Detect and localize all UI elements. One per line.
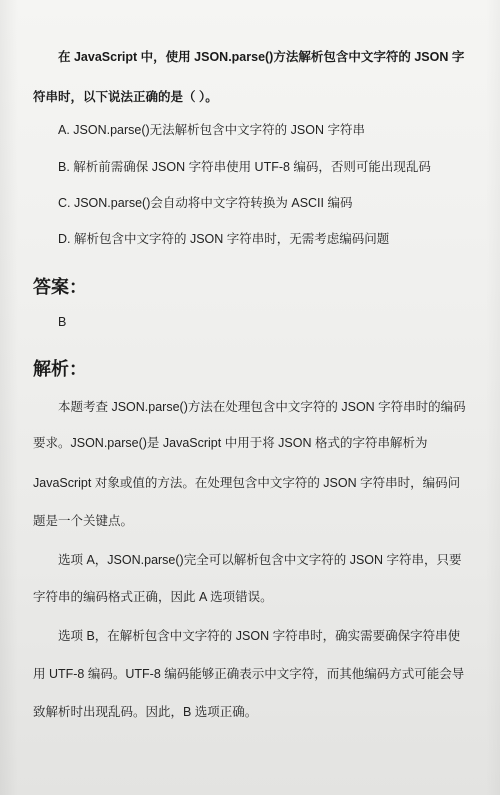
option-b: B. 解析前需确保 JSON 字符串使用 UTF-8 编码，否则可能出现乱码 [58, 160, 431, 174]
answer-heading: 答案： [33, 277, 87, 297]
analysis-paragraph-3-line-3: 致解析时出现乱码。因此，B 选项正确。 [33, 705, 258, 719]
question-line-1: 在 JavaScript 中，使用 JSON.parse()方法解析包含中文字符的 JSON 字 [58, 50, 465, 64]
analysis-paragraph-2-line-2: 字符串的编码格式正确，因此 A 选项错误。 [33, 590, 273, 604]
analysis-paragraph-1-line-3: JavaScript 对象或值的方法。在处理包含中文字符的 JSON 字符串时，编码问 [33, 476, 461, 490]
analysis-paragraph-1-line-4: 题是一个关键点。 [33, 514, 134, 528]
analysis-paragraph-2-line-1: 选项 A，JSON.parse()完全可以解析包含中文字符的 JSON 字符串，只要 [58, 553, 462, 567]
option-a: A. JSON.parse()无法解析包含中文字符的 JSON 字符串 [58, 123, 365, 137]
option-d: D. 解析包含中文字符的 JSON 字符串时，无需考虑编码问题 [58, 232, 390, 246]
question-line-2: 符串时，以下说法正确的是（ ）。 [33, 90, 218, 104]
option-c: C. JSON.parse()会自动将中文字符转换为 ASCII 编码 [58, 196, 353, 210]
analysis-paragraph-1-line-2: 要求。JSON.parse()是 JavaScript 中用于将 JSON 格式的字符串解析为 [33, 436, 428, 450]
analysis-heading: 解析： [33, 359, 87, 379]
analysis-paragraph-3-line-1: 选项 B，在解析包含中文字符的 JSON 字符串时，确实需要确保字符串使 [58, 629, 461, 643]
analysis-paragraph-1-line-1: 本题考查 JSON.parse()方法在处理包含中文字符的 JSON 字符串时的编码 [58, 400, 466, 414]
analysis-paragraph-3-line-2: 用 UTF-8 编码。UTF-8 编码能够正确表示中文字符，而其他编码方式可能会导 [33, 667, 465, 681]
answer-value: B [58, 315, 67, 329]
